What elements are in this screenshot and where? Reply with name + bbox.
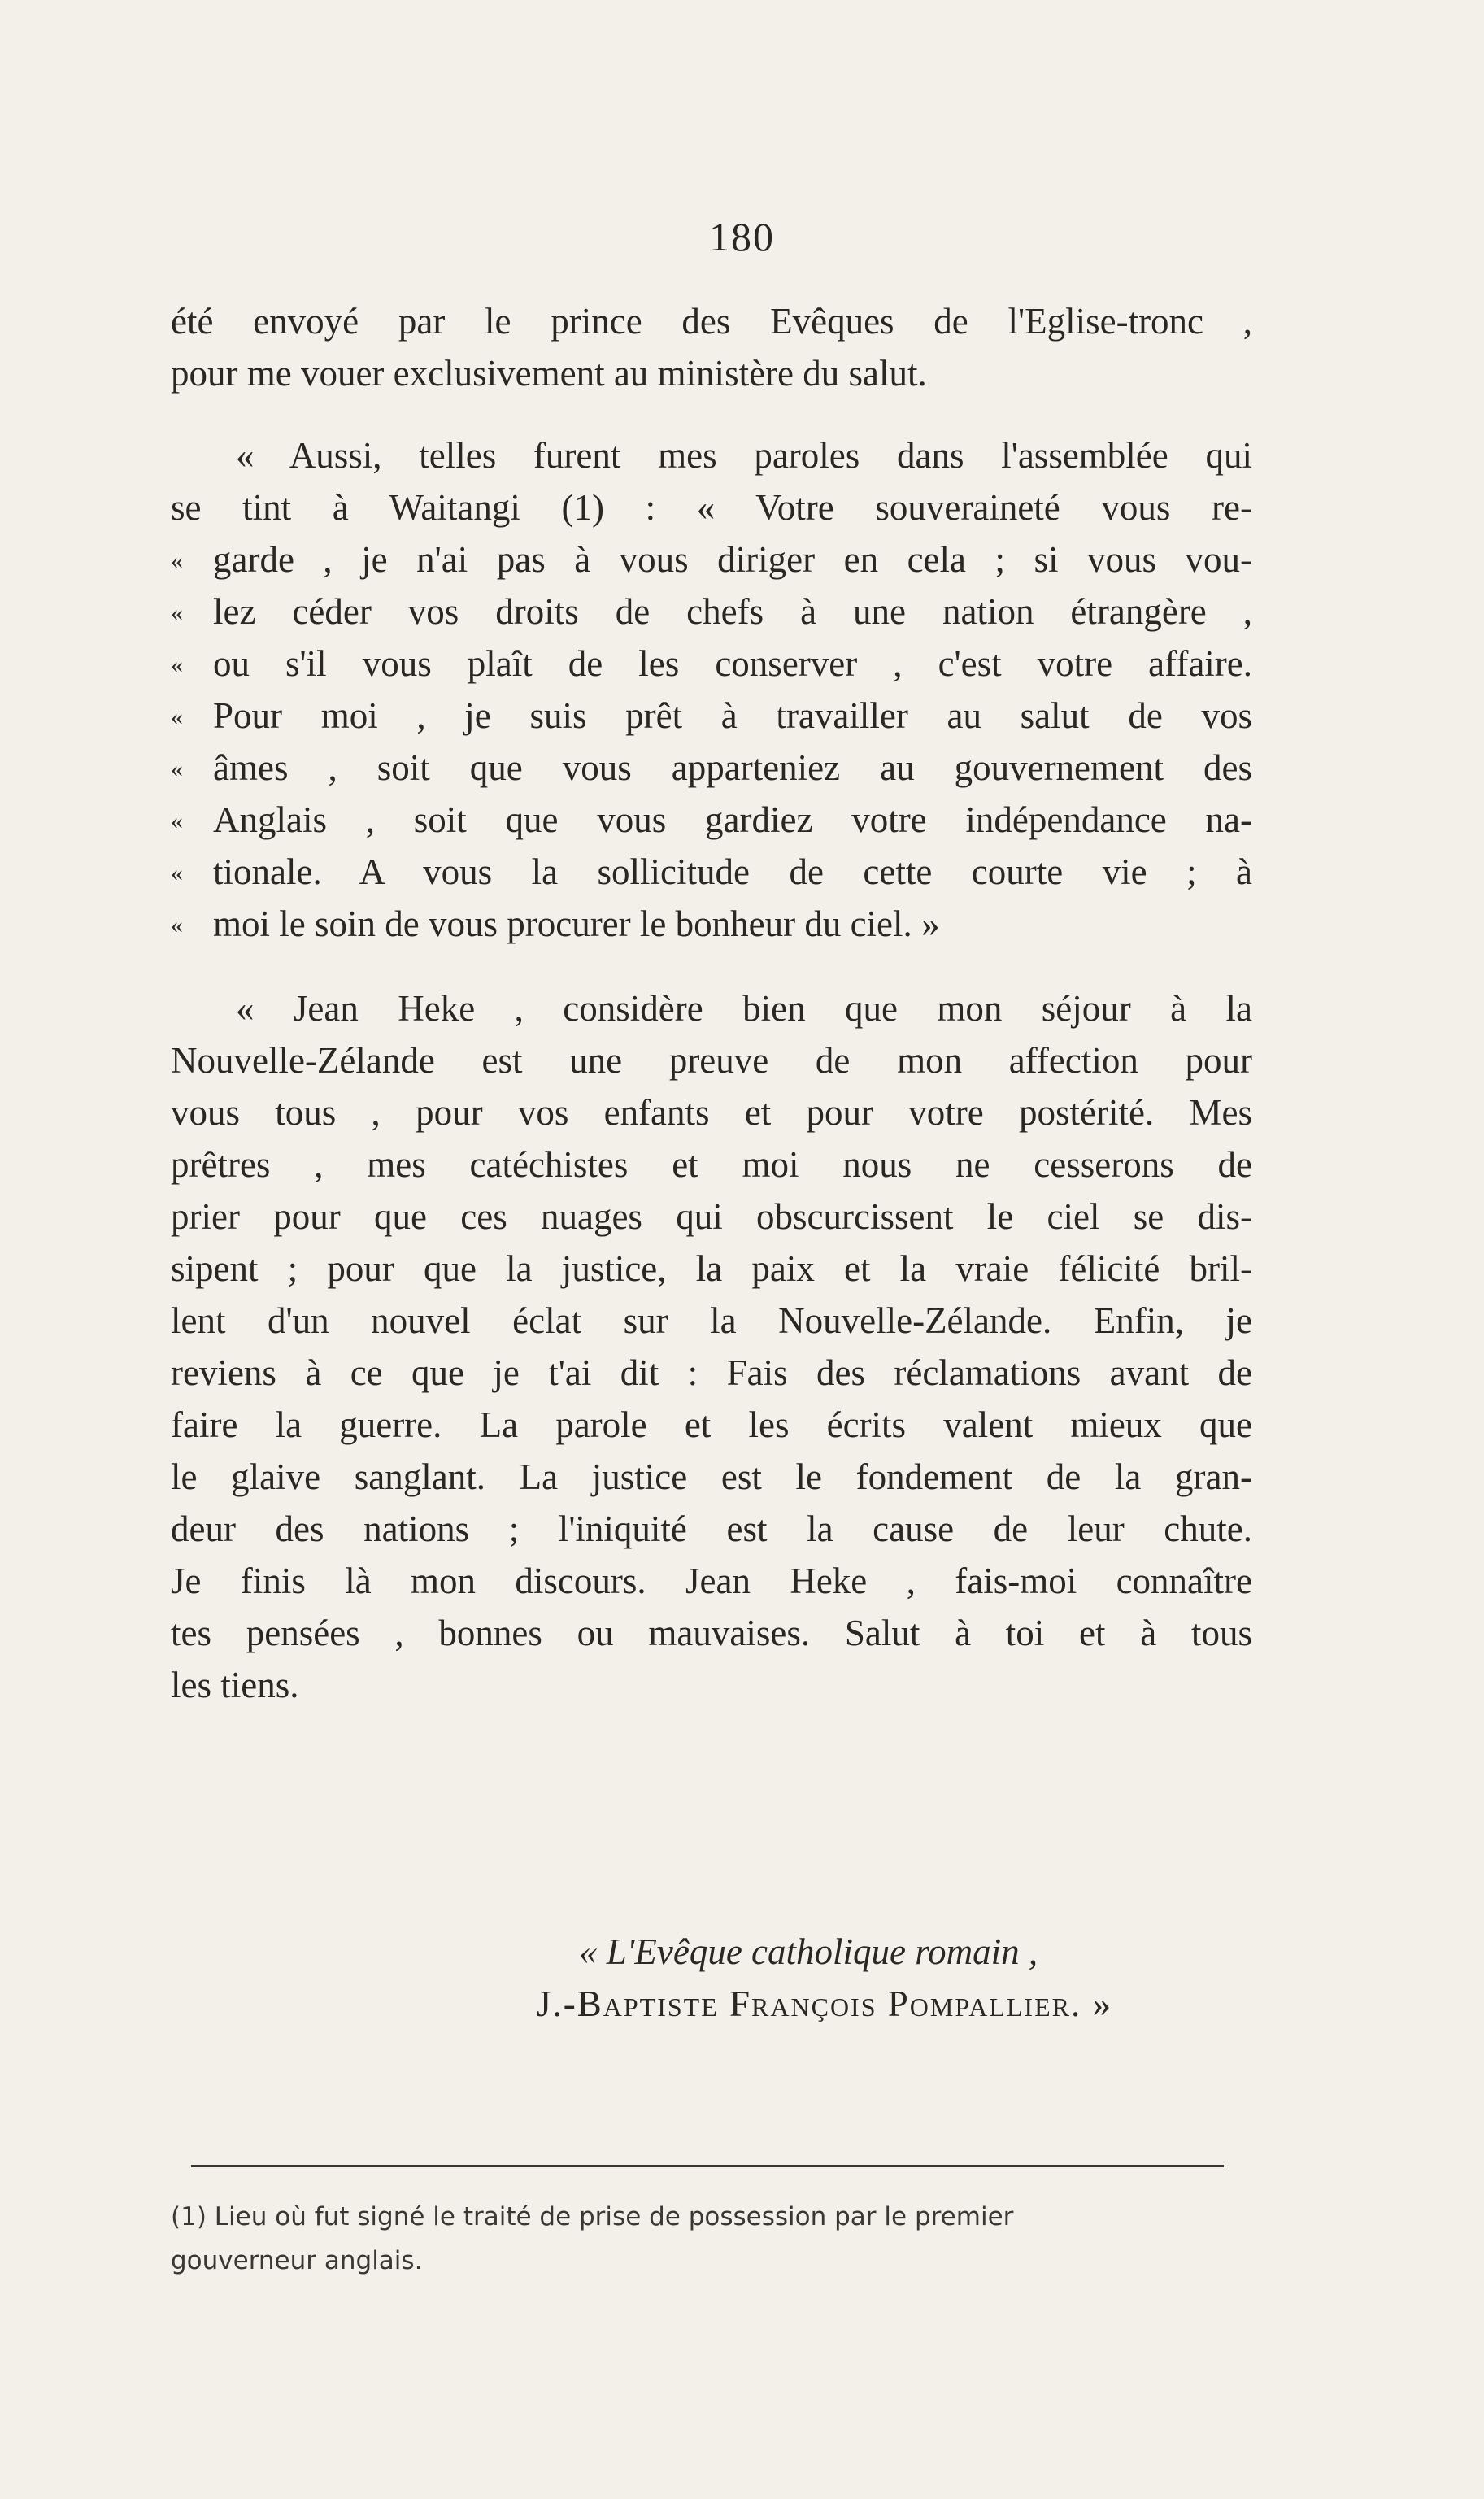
quoted-line bbox=[171, 847, 1252, 896]
quoted-line bbox=[171, 535, 1252, 584]
footnote-line: (1) Lieu où fut signé le traité de prise de possession par le premier bbox=[171, 2202, 1014, 2231]
signature-title: « L'Evêque catholique romain , bbox=[579, 1931, 1038, 1972]
quote-mark: « bbox=[171, 912, 183, 938]
quoted-line bbox=[171, 899, 1252, 948]
quote-mark: « bbox=[171, 808, 183, 834]
quoted-text: tionale. A vous la sollicitude de cette courte vie ; à bbox=[213, 851, 1252, 892]
text-line: sipent ; pour que la justice, la paix et la vraie félicité bril- bbox=[171, 1248, 1252, 1289]
quoted-text: âmes , soit que vous apparteniez au gouvernement des bbox=[213, 747, 1252, 788]
text-line: reviens à ce que je t'ai dit : Fais des réclamations avant de bbox=[171, 1352, 1252, 1393]
text-line: deur des nations ; l'iniquité est la cause de leur chute. bbox=[171, 1509, 1252, 1549]
footnote-line: gouverneur anglais. bbox=[171, 2246, 423, 2275]
quoted-text: ou s'il vous plaît de les conserver , c'est votre affaire. bbox=[213, 643, 1252, 684]
footnote-divider bbox=[191, 2165, 1224, 2167]
text-line: « Jean Heke , considère bien que mon séjour à la bbox=[236, 988, 1252, 1029]
quote-mark: « bbox=[171, 860, 183, 886]
signature-name: J.-Baptiste François Pompallier. » bbox=[537, 1983, 1112, 2024]
text-line: pour me vouer exclusivement au ministère du salut. bbox=[171, 353, 927, 394]
quoted-text: Pour moi , je suis prêt à travailler au salut de vos bbox=[213, 695, 1252, 736]
text-line: vous tous , pour vos enfants et pour votre postérité. Mes bbox=[171, 1092, 1252, 1133]
quoted-line bbox=[171, 587, 1252, 636]
text-line: prêtres , mes catéchistes et moi nous ne cesserons de bbox=[171, 1144, 1252, 1185]
quoted-line bbox=[171, 743, 1252, 792]
text-line: les tiens. bbox=[171, 1665, 299, 1705]
quote-mark: « bbox=[171, 547, 183, 574]
quoted-line bbox=[171, 795, 1252, 844]
quote-mark: « bbox=[171, 755, 183, 782]
text-line: le glaive sanglant. La justice est le fondement de la gran- bbox=[171, 1456, 1252, 1497]
text-line: été envoyé par le prince des Evêques de l'Eglise-tronc , bbox=[171, 301, 1252, 342]
text-line: prier pour que ces nuages qui obscurcissent le ciel se dis- bbox=[171, 1196, 1252, 1237]
text-line: « Aussi, telles furent mes paroles dans l'assemblée qui bbox=[236, 435, 1252, 476]
text-line: lent d'un nouvel éclat sur la Nouvelle-Zélande. Enfin, je bbox=[171, 1300, 1252, 1341]
quoted-line bbox=[171, 691, 1252, 740]
text-line: tes pensées , bonnes ou mauvaises. Salut à toi et à tous bbox=[171, 1613, 1252, 1653]
quoted-text: lez céder vos droits de chefs à une nation étrangère , bbox=[213, 591, 1252, 632]
quote-mark: « bbox=[171, 599, 183, 626]
text-line: se tint à Waitangi (1) : « Votre souveraineté vous re- bbox=[171, 487, 1252, 528]
text-line: faire la guerre. La parole et les écrits valent mieux que bbox=[171, 1404, 1252, 1445]
text-line: Nouvelle-Zélande est une preuve de mon affection pour bbox=[171, 1040, 1252, 1081]
text-line: Je finis là mon discours. Jean Heke , fais-moi connaître bbox=[171, 1561, 1252, 1601]
quote-mark: « bbox=[171, 703, 183, 730]
quote-mark: « bbox=[171, 651, 183, 678]
quoted-text: garde , je n'ai pas à vous diriger en cela ; si vous vou- bbox=[213, 539, 1252, 580]
page-number: 180 bbox=[709, 214, 775, 259]
quoted-text: Anglais , soit que vous gardiez votre indépendance na- bbox=[213, 799, 1252, 840]
quoted-text: moi le soin de vous procurer le bonheur du ciel. » bbox=[213, 903, 940, 944]
quoted-line bbox=[171, 639, 1252, 688]
